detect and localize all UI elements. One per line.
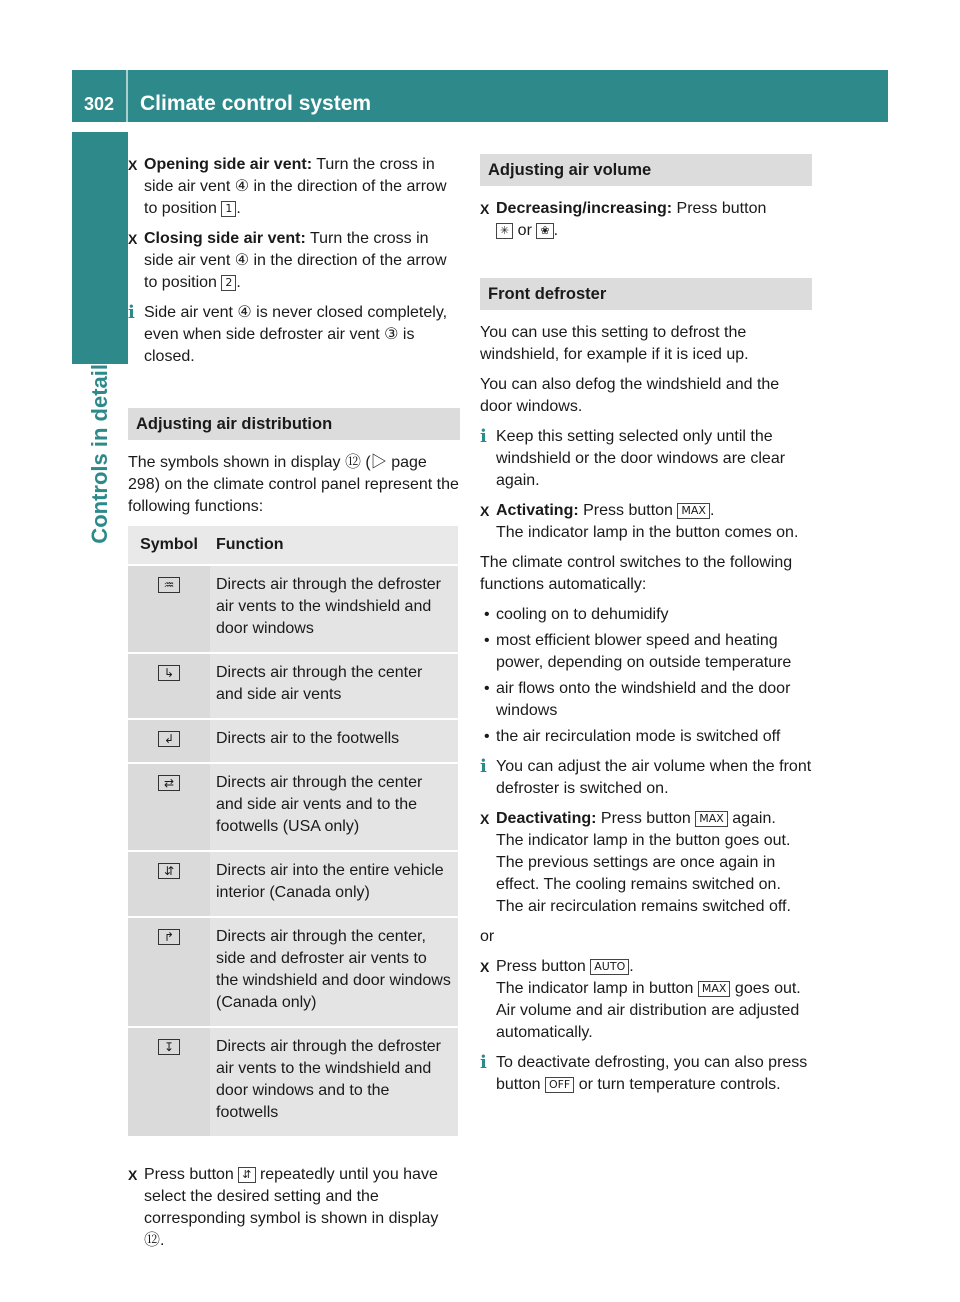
function-text: Directs air through the defroster air vents to the windshield and door windows [210,565,458,653]
air-distribution-icon: ⇵ [238,1167,255,1183]
bullet-icon: • [484,606,490,623]
step-arrow-icon: X [128,231,138,247]
bullet-icon: • [484,680,490,697]
step-arrow-icon: X [480,811,490,827]
side-tab [72,132,128,364]
table-row [128,653,458,719]
function-text: Directs air through the center and side air vents [210,653,458,719]
info-note [480,756,812,800]
col-header-symbol: Symbol [128,526,210,565]
note-text: You can adjust the air volume when the front defroster is switched on. [496,758,812,797]
step-text: or [517,222,532,239]
step-air-volume: X Decreasing/increasing: Press button ✳ or ❀ . [480,200,767,239]
list-item: • most efficient blower speed and heating power, depending on outside temperature [484,632,792,671]
table-row [128,719,458,763]
step-text: Press button [583,502,673,519]
step-text: Press button [496,958,586,975]
fan-decrease-icon: ✳ [496,223,513,239]
function-text: Directs air through the defroster air vents to the windshield and door windows and to the footwells [210,1027,458,1136]
auto-icon: AUTO [590,959,629,975]
step-label: Decreasing/increasing: [496,200,673,217]
entire-interior-icon: ⇵ [158,863,180,879]
function-text: Directs air through the center and side air vents and to the footwells (USA only) [210,763,458,851]
step-activate: X Activating: Press button MAX . The indicator lamp in the button comes on. [480,502,799,541]
or-text: or [480,928,495,945]
paragraph: You can also defog the windshield and the door windows. [480,376,780,415]
step-close-vent: X Closing side air vent: Turn the cross in side air vent ④ in the direction of the arrow to position 2 . [128,230,447,291]
table-row [128,851,458,917]
center-footwell-icon: ⇄ [158,775,180,791]
info-note [480,426,812,492]
off-icon: OFF [545,1077,574,1093]
function-text: Directs air to the footwells [210,719,458,763]
paragraph: The climate control switches to the following functions automatically: [480,554,793,593]
header-divider [126,70,128,122]
function-text: Directs air through the center, side and defroster air vents to the windshield and door windows (Canada only) [210,917,458,1027]
max-defrost-icon: MAX [698,981,731,997]
info-icon: i [480,1052,487,1073]
center-side-vent-icon: ↳ [158,665,180,681]
step-text: The indicator lamp in the button comes on. [496,524,799,541]
chapter-title: Climate control system [140,92,372,115]
step-auto: X Press button AUTO . The indicator lamp in button MAX goes out. Air volume and air distribution are adjusted automatically. [480,958,801,1041]
note-text: or turn temperature controls. [578,1076,781,1093]
step-text: The indicator lamp in the button goes out. The previous settings are once again in effect. The cooling remains switched on. The air recirculation remains switched off. [496,832,791,915]
step-deactivate [480,808,812,918]
info-note [128,302,460,368]
page-number: 302 [72,70,126,122]
footwell-icon: ↲ [158,731,180,747]
step-open-vent: X Opening side air vent: Turn the cross in side air vent ④ in the direction of the arrow to position 1 . [128,156,447,217]
step-text: Turn the cross in side air vent ④ in the direction of the arrow to position [144,156,447,217]
paragraph: You can use this setting to defrost the windshield, for example if it is iced up. [480,324,749,363]
step-label: Activating: [496,502,579,519]
step-arrow-icon: X [480,201,490,217]
section-title-front-defroster: Front defroster [480,278,812,310]
step-text: repeatedly until you have select the desired setting and the corresponding symbol is shown in display ⑫. [144,1166,439,1249]
step-arrow-icon: X [480,959,490,975]
section-title-air-volume: Adjusting air volume [480,154,812,186]
fan-increase-icon: ❀ [536,223,553,239]
left-column [128,154,460,1260]
bullet-icon: • [484,632,490,649]
defroster-icon: ♒ [158,577,181,593]
table-row [128,1027,458,1136]
note-text: Side air vent ④ is never closed completely, even when side defroster air vent ③ is closed. [144,304,448,365]
right-column [480,154,812,1104]
table-row [128,565,458,653]
max-defrost-icon: MAX [677,503,710,519]
list-item: • the air recirculation mode is switched off [480,726,812,748]
side-label: Controls in detail [87,364,112,544]
function-text: Directs air into the entire vehicle interior (Canada only) [210,851,458,917]
max-defrost-icon: MAX [695,811,728,827]
step-text: Press button [676,200,767,217]
step-text: goes out. Air volume and air distribution are adjusted automatically. [496,980,801,1041]
step-text: again. [732,810,776,827]
list-item: • air flows onto the windshield and the door windows [484,680,791,719]
info-note [480,1052,812,1096]
note-text: To deactivate defrosting, you can also press button [496,1054,808,1093]
list-item: • cooling on to dehumidify [480,604,812,626]
center-defroster-icon: ↱ [158,929,180,945]
side-label-container [72,364,128,1194]
table-row [128,763,458,851]
step-arrow-icon: X [128,157,138,173]
bullet-icon: • [484,728,490,745]
defroster-footwell-icon: ↧ [158,1039,180,1055]
info-icon: i [480,756,487,777]
symbol-table [128,526,458,1136]
info-icon: i [480,426,487,447]
step-arrow-icon: X [480,503,490,519]
step-label: Closing side air vent: [144,230,306,247]
intro-text: The symbols shown in display ⑫ (▷ page 298) on the climate control panel represent the following functions: [128,454,459,515]
section-title-air-distribution: Adjusting air distribution [128,408,460,440]
table-row [128,917,458,1027]
position-1-icon: 1 [221,201,236,217]
step-label: Opening side air vent: [144,156,313,173]
step-press-distribution [128,1164,460,1252]
step-text: The indicator lamp in button [496,980,694,997]
step-text: Turn the cross in side air vent ④ in the direction of the arrow to position [144,230,447,291]
col-header-function: Function [210,526,458,565]
step-label: Deactivating: [496,810,597,827]
step-arrow-icon: X [128,1167,138,1183]
note-text: Keep this setting selected only until the windshield or the door windows are clear again. [496,428,786,489]
position-2-icon: 2 [221,275,236,291]
info-icon: i [128,302,135,323]
step-text: Press button [144,1166,234,1183]
step-text: Press button [600,810,691,827]
